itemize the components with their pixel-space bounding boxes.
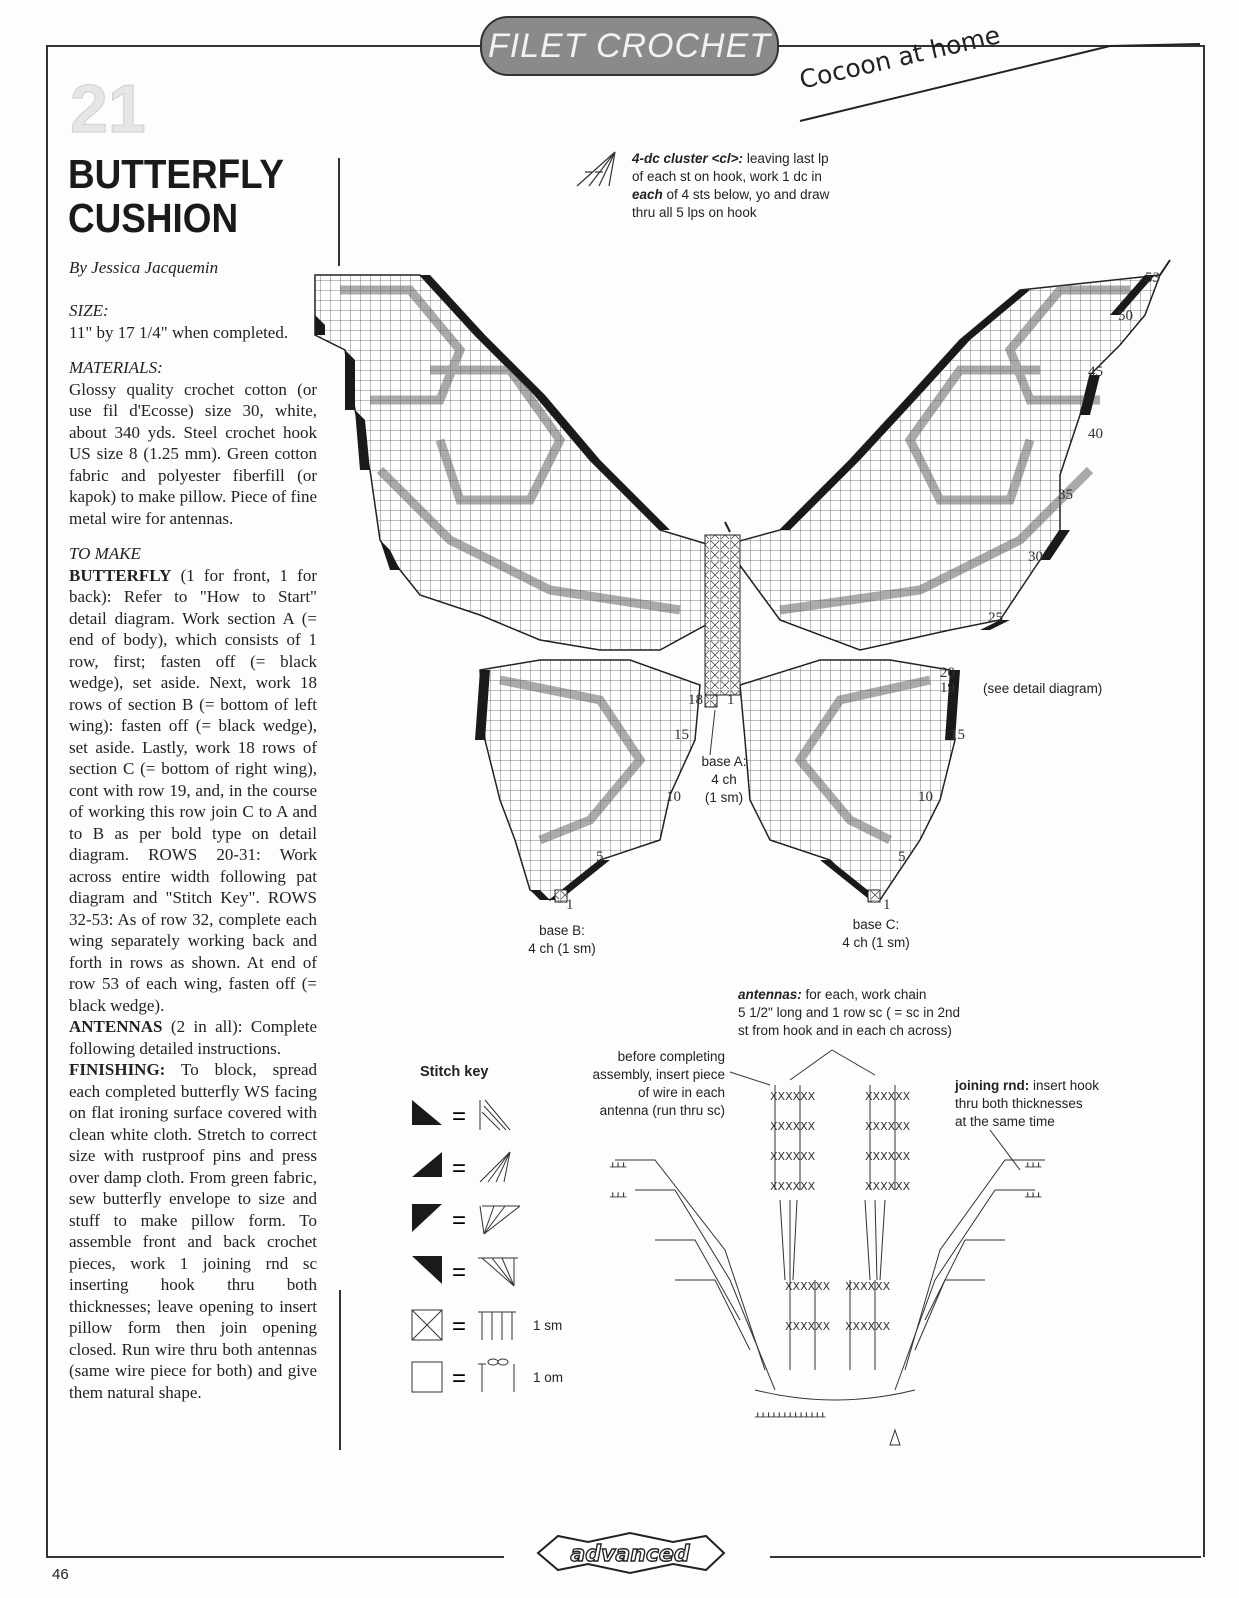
base-b-label <box>522 922 602 958</box>
byline: By Jessica Jacquemin <box>69 258 219 277</box>
key-wedge-1 <box>412 1100 510 1130</box>
row-label-53: 53 <box>1145 270 1160 286</box>
finishing-text: To block, spread each completed butterfly WS facing on flat ironing surface covered with clean white cloth. Stretch to correct size with rustproof pins and press over damp cloth. From green fabric, sew butterfly envelope to size and stuff to make pillow form. To assemble front and back crochet pieces, work 1 joining rnd sc inserting hook thru both thicknesses; leave opening to insert pillow form then join opening closed. Run wire thru both antennas (same wire piece for both) and give them natural shape. <box>69 1060 317 1402</box>
svg-text:ᚆᚆᚆ: ᚆᚆᚆ <box>1025 1190 1042 1203</box>
row-label-5-left: 5 <box>596 849 604 865</box>
svg-text:ᚆᚆᚆ: ᚆᚆᚆ <box>610 1190 627 1203</box>
base-c-cell <box>868 890 880 902</box>
antennas-label: ANTENNAS <box>69 1017 163 1036</box>
tomake-heading: TO MAKE <box>69 544 141 563</box>
om-label: 1 om <box>533 1370 564 1385</box>
materials-text: Glossy quality crochet cotton (or use fil d'Ecosse) size 30, white, about 340 yds. Steel crochet hook US size 8 (1.25 mm). Green cotton fabric and polyester fiberfill (or kapok) to make pillow. Piece of fine metal wire for antennas. <box>69 379 317 528</box>
title-line-2: CUSHION <box>68 195 239 241</box>
instructions <box>69 300 317 1403</box>
joining-text-1: insert hook <box>1033 1078 1100 1093</box>
svg-text:ᚆᚆᚆ: ᚆᚆᚆ <box>1025 1160 1042 1173</box>
svg-text:XXXXXX: XXXXXX <box>865 1150 911 1163</box>
antennas-text-2: 5 1/2" long and 1 row sc ( = sc in 2nd <box>738 1005 961 1020</box>
butterfly-text: (1 for front, 1 for back): Refer to "How to Start" detail diagram. Work section A (= end of body), which consists of 1 row, first; fasten off (= black wedge), set aside. Next, work 18 rows of section B (= bottom of left wing): fasten off (= black wedge), set aside. Lastly, work 18 rows of section C (= bottom of right wing), cont with row 19, and, in the course of working this row join C to A and to B as per bold type on detail diagram. ROWS 20-31: Work across entire width following pat diagram and "Stitch Key". ROWS 32-53: As of row 32, complete each wing separately working back and forth in rows as shown. At end of row 53 of each wing, fasten off (= black wedge). <box>69 565 317 1015</box>
page-border-bottom-right <box>770 1556 1201 1558</box>
row-label-30: 30 <box>1028 549 1043 565</box>
svg-text:XXXXXX: XXXXXX <box>845 1320 891 1333</box>
joining-text-3: at the same time <box>955 1114 1055 1129</box>
row-label-10-left: 10 <box>666 789 681 805</box>
series-label: Cocoon at home <box>796 20 1003 95</box>
antennas-text: (2 in all): Complete following detailed instructions. <box>69 1017 317 1058</box>
left-stitch-fan <box>615 1160 775 1390</box>
wire-note-3: of wire in each <box>637 1085 725 1100</box>
antenna-detail-diagram <box>575 990 1195 1490</box>
base-b-title: base B: <box>539 923 585 938</box>
key-solid-mesh <box>412 1310 516 1340</box>
page-number: 46 <box>52 1566 69 1583</box>
butterfly-paragraph <box>69 565 317 1017</box>
row-label-50: 50 <box>1118 308 1133 324</box>
row-label-5-right: 5 <box>898 849 906 865</box>
cluster-text-1: leaving last lp <box>746 151 829 166</box>
row-label-1-body: 1 <box>727 692 735 708</box>
size-heading: SIZE: <box>69 301 109 320</box>
svg-text:XXXXXX: XXXXXX <box>845 1280 891 1293</box>
base-a-pointer <box>710 710 715 755</box>
key-wedge-4 <box>412 1256 518 1286</box>
key-wedge-3 <box>412 1204 520 1234</box>
antennas-text-3: st from hook and in each ch across) <box>738 1023 952 1038</box>
wire-note-4: antenna (run thru sc) <box>599 1103 725 1118</box>
size-text: 11" by 17 1/4" when completed. <box>69 322 289 342</box>
base-a-cell <box>705 695 717 707</box>
base-a-ch: 4 ch <box>711 772 737 787</box>
antennas-text-1: for each, work chain <box>805 987 927 1002</box>
level-text: advanced <box>570 1542 690 1567</box>
base-b-ch: 4 ch (1 sm) <box>528 941 596 956</box>
base-a-title: base A: <box>701 754 747 769</box>
svg-text:XXXXXX: XXXXXX <box>865 1120 911 1133</box>
row-label-19: 19 <box>940 680 955 696</box>
stitch-key-title: Stitch key <box>420 1064 489 1080</box>
sm-label: 1 sm <box>533 1318 563 1333</box>
row-label-45: 45 <box>1088 364 1103 380</box>
row-label-15-right: 15 <box>950 727 965 743</box>
wire-note-1: before completing <box>617 1049 725 1064</box>
svg-text:XXXXXX: XXXXXX <box>865 1090 911 1103</box>
stitch-marks <box>609 1090 1042 1423</box>
svg-text:XXXXXX: XXXXXX <box>785 1280 831 1293</box>
materials-heading: MATERIALS: <box>69 358 163 377</box>
row-label-20: 20 <box>940 665 955 681</box>
page-border-bottom-left <box>46 1556 504 1558</box>
base-a-label <box>694 753 754 807</box>
svg-text:=: = <box>452 1365 467 1392</box>
cluster-text-3: of 4 sts below, yo and draw <box>666 187 830 202</box>
joining-title: joining rnd: <box>955 1078 1030 1093</box>
svg-text:XXXXXX: XXXXXX <box>785 1320 831 1333</box>
level-badge <box>528 1530 733 1576</box>
finishing-label: FINISHING: <box>69 1060 166 1079</box>
butterfly-label: BUTTERFLY <box>69 565 172 585</box>
row-label-10-right: 10 <box>918 789 933 805</box>
row-label-25: 25 <box>988 610 1003 626</box>
left-upper-wing <box>315 275 715 650</box>
svg-text:=: = <box>452 1313 467 1340</box>
column-rule <box>339 1290 341 1450</box>
right-upper-wing <box>725 275 1160 650</box>
butterfly-body <box>705 535 740 695</box>
antennas-title: antennas: <box>738 987 802 1002</box>
cluster-text-2: of each st on hook, work 1 dc in <box>632 169 822 184</box>
right-stitch-fan <box>895 1160 1045 1390</box>
svg-text:XXXXXX: XXXXXX <box>770 1090 816 1103</box>
finishing-paragraph <box>69 1059 317 1403</box>
pattern-title <box>68 152 284 240</box>
svg-text:=: = <box>452 1155 467 1182</box>
base-a-sm: (1 sm) <box>704 790 744 805</box>
see-detail-note: (see detail diagram) <box>983 681 1103 696</box>
row-label-40: 40 <box>1088 426 1103 442</box>
key-wedge-2 <box>412 1152 510 1182</box>
svg-text:=: = <box>452 1103 467 1130</box>
row-label-15-left: 15 <box>674 727 689 743</box>
pattern-number: 21 <box>70 71 146 147</box>
antenna-stub-body <box>725 522 730 532</box>
joining-text-2: thru both thicknesses <box>955 1096 1083 1111</box>
svg-text:XXXXXX: XXXXXX <box>865 1180 911 1193</box>
cluster-each: each <box>632 187 663 202</box>
svg-text:=: = <box>452 1259 467 1286</box>
svg-text:XXXXXX: XXXXXX <box>770 1150 816 1163</box>
svg-text:XXXXXX: XXXXXX <box>770 1120 816 1133</box>
row-label-18: 18 <box>688 692 703 708</box>
svg-text:XXXXXX: XXXXXX <box>770 1180 816 1193</box>
svg-text:=: = <box>452 1207 467 1234</box>
svg-text:ᚆᚆᚆ: ᚆᚆᚆ <box>610 1160 627 1173</box>
base-c-label <box>836 916 916 952</box>
section-tab: FILET CROCHET <box>480 16 779 76</box>
antennas-paragraph <box>69 1016 317 1059</box>
title-line-1: BUTTERFLY <box>68 151 284 197</box>
base-c-title: base C: <box>852 917 900 932</box>
cluster-title: 4-dc cluster <cl>: <box>632 151 744 166</box>
key-open-mesh <box>412 1359 514 1392</box>
start-arrow-icon <box>890 1430 900 1445</box>
antenna-stub <box>1160 260 1170 275</box>
wire-note-2: assembly, insert piece <box>592 1067 725 1082</box>
svg-text:ᚆᚆᚆᚆᚆᚆᚆᚆᚆᚆᚆᚆᚆ: ᚆᚆᚆᚆᚆᚆᚆᚆᚆᚆᚆᚆᚆ <box>755 1410 826 1423</box>
butterfly-chart <box>300 140 1200 1000</box>
row-label-35: 35 <box>1058 487 1073 503</box>
cluster-text-4: thru all 5 lps on hook <box>632 205 757 220</box>
row-label-1-left: 1 <box>566 897 574 913</box>
row-label-1-right: 1 <box>883 897 891 913</box>
base-c-ch: 4 ch (1 sm) <box>842 935 910 950</box>
